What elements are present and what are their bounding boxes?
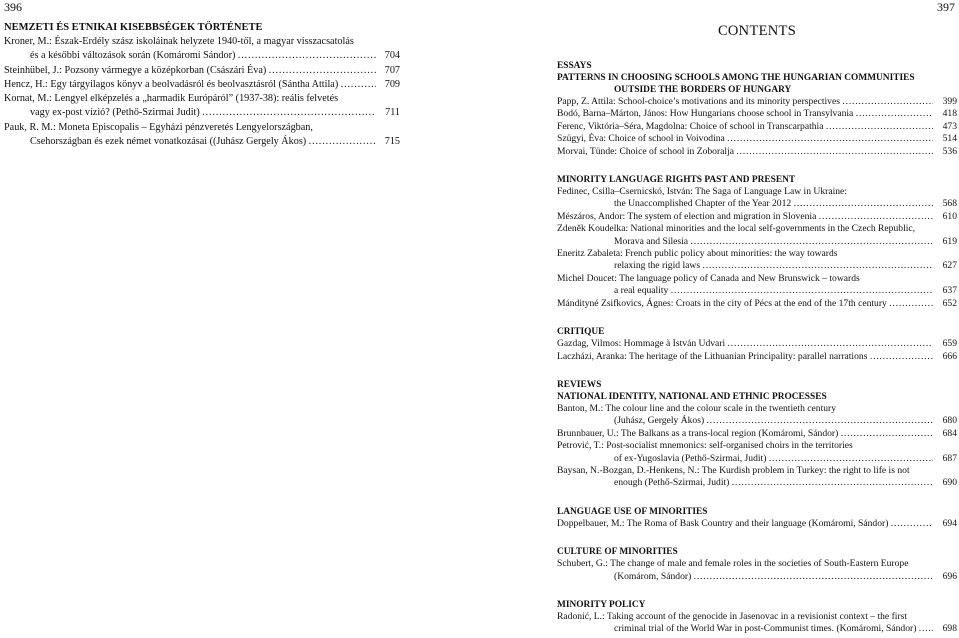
- toc-entry: [557, 428, 957, 440]
- toc-entry: [4, 121, 400, 150]
- entry-text: Brunnbauer, U.: The Balkans as a trans-local region (Komáromi, Sándor): [557, 427, 839, 439]
- toc-entry: [557, 211, 957, 223]
- entry-line: [557, 403, 957, 415]
- dot-leader: [700, 260, 933, 272]
- section-heading: MINORITY LANGUAGE RIGHTS PAST AND PRESENT: [557, 175, 796, 186]
- section-heading: REVIEWS: [557, 379, 602, 390]
- entry-text: a real equality: [614, 285, 669, 297]
- toc-entry: [557, 403, 957, 428]
- dot-leader: [704, 415, 933, 427]
- toc-entry: [557, 133, 957, 145]
- entry-line: [4, 35, 400, 49]
- entry-text: criminal trial of the World War in post-Communist times. (Komáromi, Sándor): [614, 623, 917, 635]
- toc-entry: [557, 611, 957, 636]
- page-reference: 652: [942, 297, 957, 309]
- toc-entry: [557, 146, 957, 158]
- section-heading: CRITIQUE: [557, 327, 605, 338]
- entry-text: Pauk, R. M.: Moneta Episcopalis – Egyházi pénzveretés Lengyelországban,: [4, 121, 313, 133]
- entry-line: [557, 428, 957, 440]
- page-reference: 698: [942, 623, 957, 635]
- dot-leader: [725, 133, 933, 145]
- entry-line: [557, 260, 957, 272]
- toc-entry: [557, 96, 957, 108]
- entry-line: [557, 415, 957, 427]
- page-reference: 536: [942, 145, 957, 157]
- page-reference: 610: [942, 210, 957, 222]
- entry-text: Ferenc, Viktória–Séra, Magdolna: Choice of school in Transcarpathia: [557, 120, 824, 132]
- dot-leader: [791, 198, 933, 210]
- dot-leader: [823, 121, 933, 133]
- entry-line: [4, 49, 400, 63]
- entry-text: Zdeněk Koudelka: National minorities and the local self-governments in the Czech Republic,: [557, 223, 916, 235]
- entry-text: Csehországban és ezek német vonatkozásai ((Juhász Gergely Ákos): [30, 136, 307, 148]
- page-reference: 627: [942, 260, 957, 272]
- page-reference: 709: [384, 78, 400, 90]
- page-reference: 514: [942, 133, 957, 145]
- page-reference: 694: [942, 517, 957, 529]
- entry-line: [557, 133, 957, 145]
- right-page-number: 397: [937, 0, 955, 14]
- entry-text: Schubert, G.: The change of male and female roles in the societies of South-Eastern Europe: [557, 558, 909, 570]
- entry-line: [557, 121, 957, 133]
- right-page: [548, 0, 959, 638]
- entry-text: Steinhübel, J.: Pozsony vármegye a középkorban (Császári Éva): [4, 64, 267, 76]
- toc-entry: [557, 223, 957, 248]
- dot-leader: [888, 518, 933, 530]
- left-page-number: 396: [4, 0, 22, 14]
- entry-text: Petrović, T.: Post-socialist mnemonics: self-organised choirs in the territories: [557, 440, 853, 452]
- page-reference: 418: [942, 108, 957, 120]
- entry-line: [557, 558, 957, 570]
- toc-entry: [557, 518, 957, 530]
- dot-leader: [266, 64, 376, 78]
- entry-text: Doppelbauer, M.: The Roma of Bask Country and their language (Komáromi, Sándor): [557, 517, 889, 529]
- entry-text: Morvai, Tünde: Choice of school in Zoboralja: [557, 145, 735, 157]
- dot-leader: [306, 135, 376, 149]
- entry-text: Hencz, H.: Egy tárgyilagos könyv a beolvadásról és beolvasztásról (Sántha Attila): [4, 78, 339, 90]
- dot-leader: [691, 571, 933, 583]
- contents-section: [557, 310, 957, 363]
- page-reference: 684: [942, 427, 957, 439]
- entry-line: [557, 146, 957, 158]
- entry-text: Mészáros, Andor: The system of election and migration in Slovenia: [557, 210, 817, 222]
- toc-entry: [557, 558, 957, 583]
- entry-line: [557, 465, 957, 477]
- entry-text: Michel Doucet: The language policy of Canada and New Brunswick – towards: [557, 272, 860, 284]
- page-reference: 399: [942, 96, 957, 107]
- toc-entry: [557, 186, 957, 211]
- entry-line: [557, 477, 957, 489]
- entry-line: [557, 285, 957, 297]
- toc-entry: [557, 248, 957, 273]
- toc-entry: [4, 35, 400, 64]
- dot-leader: [840, 96, 933, 108]
- page-reference: 704: [384, 50, 400, 62]
- contents-section: [557, 583, 957, 636]
- dot-leader: [729, 477, 933, 489]
- section-spacer: [557, 363, 957, 379]
- toc-entry: [4, 64, 400, 78]
- dot-leader: [867, 351, 933, 363]
- contents-section: [557, 490, 957, 530]
- page-reference: 666: [942, 350, 957, 362]
- toc-entry: [557, 121, 957, 133]
- section-subheading: PATTERNS IN CHOOSING SCHOOLS AMONG THE HUNGARIAN COMMUNITIES: [557, 73, 915, 83]
- section-spacer: [557, 530, 957, 546]
- contents-section: [557, 530, 957, 583]
- entry-line: [557, 518, 957, 530]
- section-spacer: [557, 310, 957, 326]
- dot-leader: [725, 338, 933, 350]
- entry-text: Baysan, N.-Bozgan, D.-Henkens, N.: The Kurdish problem in Turkey: the right to life is not: [557, 464, 910, 476]
- section-subheading: OUTSIDE THE BORDERS OF HUNGARY: [614, 85, 792, 95]
- entry-text: Kroner, M.: Észak-Erdély szász iskoláinak helyzete 1940-től, a magyar visszacsatolás: [4, 36, 354, 47]
- entry-line: [557, 351, 957, 363]
- entry-text: Papp, Z. Attila: School-choice’s motivations and its minority perspectives: [557, 96, 840, 107]
- entry-line: [557, 223, 957, 235]
- toc-entry: [4, 78, 400, 92]
- page-reference: 680: [942, 415, 957, 427]
- entry-text: Mándityné Zsifkovics, Ágnes: Croats in the city of Pécs at the end of the 17th century: [557, 297, 887, 309]
- entry-text: Gazdag, Vilmos: Hommage à István Udvari: [557, 338, 726, 350]
- dot-leader: [338, 78, 376, 92]
- section-heading: ESSAYS: [557, 61, 592, 71]
- entry-text: Kornat, M.: Lengyel elképzelés a „harmadik Európáról” (1937-38): reális felvetés: [4, 93, 339, 105]
- section-spacer: [557, 490, 957, 506]
- dot-leader: [816, 211, 933, 223]
- entry-line: [557, 273, 957, 285]
- entry-line: [4, 78, 400, 92]
- page-reference: 696: [942, 570, 957, 582]
- dot-leader: [734, 146, 933, 158]
- entry-line: [557, 611, 957, 623]
- left-page: [0, 0, 400, 638]
- entry-line: [4, 64, 400, 78]
- toc-entry: [557, 351, 957, 363]
- entry-text: Bodó, Barna–Márton, János: How Hungarians choose school in Transylvania: [557, 108, 854, 120]
- entry-line: [4, 106, 400, 120]
- dot-leader: [916, 623, 933, 635]
- dot-leader: [668, 285, 933, 297]
- entry-line: [557, 211, 957, 223]
- entry-line: [557, 198, 957, 210]
- dot-leader: [766, 453, 933, 465]
- entry-text: Laczházi, Aranka: The heritage of the Lithuanian Principality: parallel narrations: [557, 350, 868, 362]
- page-reference: 659: [942, 338, 957, 350]
- entry-text: of ex-Yugoslavia (Pethő-Szirmai, Judit): [614, 452, 767, 464]
- entry-line: [557, 623, 957, 635]
- entry-line: [557, 236, 957, 248]
- dot-leader: [887, 298, 933, 310]
- entry-line: [557, 186, 957, 198]
- entry-line: [557, 96, 957, 108]
- section-heading: MINORITY POLICY: [557, 599, 646, 610]
- contents-section: [557, 158, 957, 310]
- toc-entry: [4, 92, 400, 121]
- contents-section: [557, 363, 957, 490]
- dot-leader: [838, 428, 933, 440]
- section-heading: LANGUAGE USE OF MINORITIES: [557, 506, 708, 517]
- entry-line: [4, 92, 400, 106]
- entry-text: enough (Pethő-Szirmai, Judit): [614, 477, 730, 489]
- entry-text: Radonić, L.: Taking account of the genocide in Jasenovac in a revisionist context – the first: [557, 610, 908, 622]
- page-reference: 473: [942, 120, 957, 132]
- page-reference: 568: [942, 198, 957, 210]
- toc-entry: [557, 273, 957, 298]
- page-reference: 715: [384, 136, 400, 148]
- entry-text: (Komárom, Sándor): [614, 570, 692, 582]
- page-reference: 619: [942, 235, 957, 247]
- toc-entry: [557, 298, 957, 310]
- section-heading: CULTURE OF MINORITIES: [557, 547, 678, 558]
- entry-line: [557, 338, 957, 350]
- contents-list: [557, 22, 957, 636]
- dot-leader: [688, 236, 933, 248]
- toc-entry: [557, 108, 957, 120]
- entry-line: [557, 298, 957, 310]
- entry-text: Eneritz Zabaleta: French public policy about minorities: the way towards: [557, 248, 838, 260]
- dot-leader: [235, 49, 376, 63]
- entry-text: Fedinec, Csilla–Csernicskó, István: The Saga of Language Law in Ukraine:: [557, 186, 847, 198]
- entry-text: relaxing the rigid laws: [614, 260, 701, 272]
- section-subheading: NATIONAL IDENTITY, NATIONAL AND ETHNIC PROCESSES: [557, 391, 827, 402]
- page-reference: 690: [942, 477, 957, 489]
- left-section-heading: NEMZETI ÉS ETNIKAI KISEBBSÉGEK TÖRTÉNETE: [4, 22, 263, 33]
- entry-line: [557, 108, 957, 120]
- entry-text: és a későbbi változások során (Komáromi Sándor): [30, 50, 236, 62]
- contents-section: [557, 60, 957, 158]
- entry-line: [557, 248, 957, 260]
- entry-text: (Juhász, Gergely Ákos): [614, 415, 705, 427]
- dot-leader: [200, 106, 376, 120]
- entry-text: Banton, M.: The colour line and the colour scale in the twentieth century: [557, 402, 837, 414]
- entry-line: [557, 440, 957, 452]
- page-reference: 711: [385, 107, 400, 119]
- left-page-content: [4, 21, 400, 149]
- entry-text: Morava and Silesia: [614, 235, 689, 247]
- page-reference: 687: [942, 452, 957, 464]
- page-reference: 637: [942, 285, 957, 297]
- entry-line: [557, 571, 957, 583]
- toc-entry: [557, 338, 957, 350]
- contents-title: CONTENTS: [717, 23, 797, 39]
- entry-text: Szügyi, Éva: Choice of school in Voivodina: [557, 133, 725, 145]
- section-spacer: [557, 583, 957, 599]
- section-spacer: [557, 158, 957, 174]
- entry-line: [557, 453, 957, 465]
- toc-entry: [557, 465, 957, 490]
- entry-text: vagy ex-post vízió? (Pethő-Szirmai Judit): [30, 107, 200, 119]
- entry-text: the Unaccomplished Chapter of the Year 2012: [614, 198, 792, 210]
- entry-line: [4, 121, 400, 135]
- page-reference: 707: [384, 64, 400, 76]
- entry-line: [4, 135, 400, 149]
- dot-leader: [853, 108, 933, 120]
- toc-entry: [557, 440, 957, 465]
